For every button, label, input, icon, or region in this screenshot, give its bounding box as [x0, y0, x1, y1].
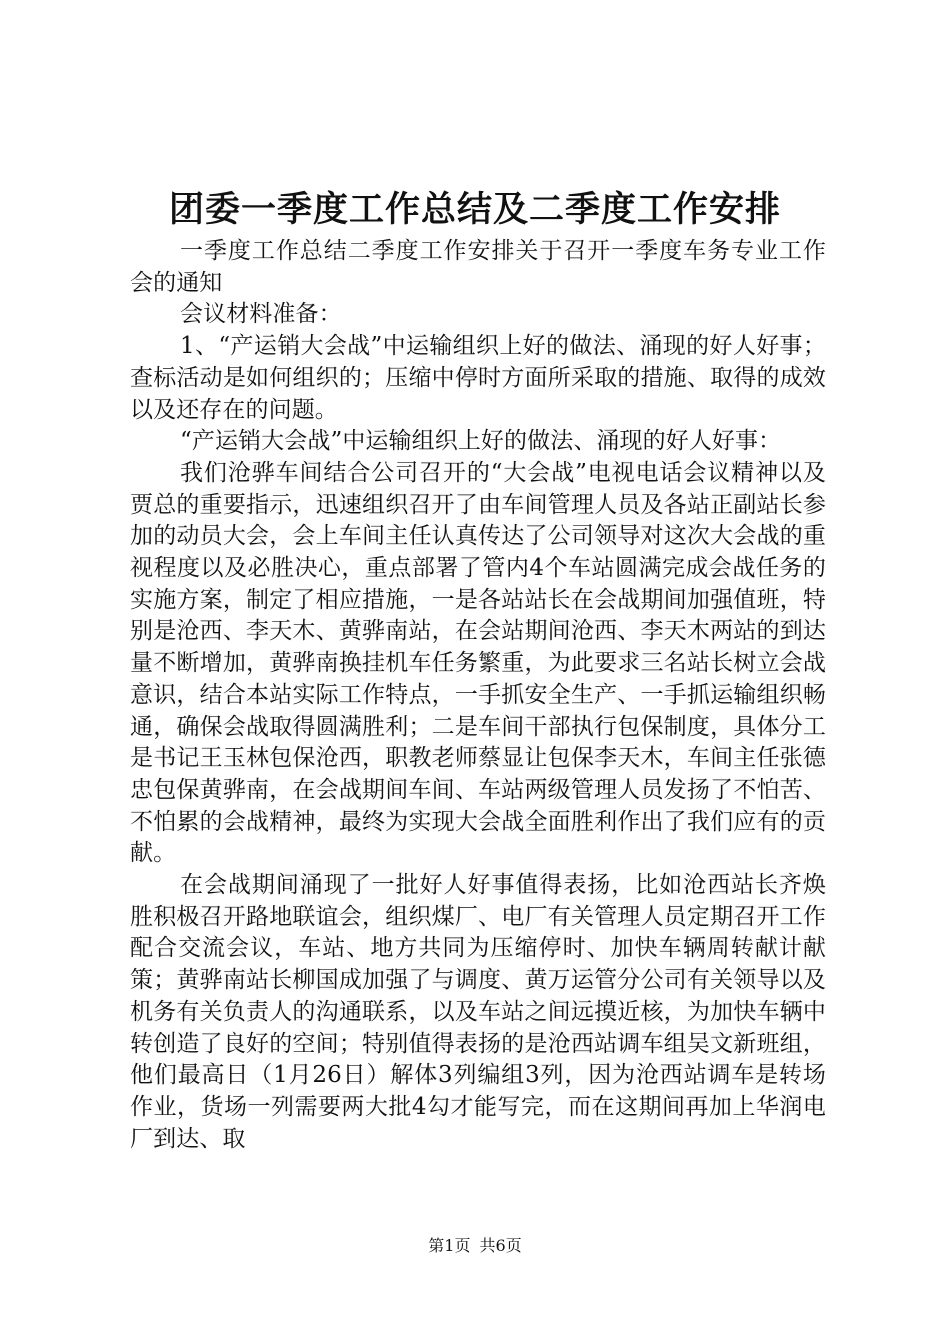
page-number: 第1页 — [428, 1236, 471, 1255]
paragraph: 我们沧骅车间结合公司召开的“大会战”电视电话会议精神以及贾总的重要指示，迅速组织召开了由车间管理人员及各站正副站长参加的动员大会，会上车间主任认真传达了公司领导对这次大会战的重视程度以及必胜决心，重点部署了管内4个车站圆满完成会战任务的实施方案，制定了相应措施，一是各站站长在会战期间加强值班，特别是沧西、李天木、黄骅南站，在会站期间沧西、李天木两站的到达量不断增加，黄骅南换挂机车任务繁重，为此要求三名站长树立会战意识，结合本站实际工作特点，一手抓安全生产、一手抓运输组织畅通，确保会战取得圆满胜利；二是车间干部执行包保制度，具体分工是书记王玉林包保沧西，职教老师蔡显让包保李天木，车间主任张德忠包保黄骅南，在会战期间车间、车站两级管理人员发扬了不怕苦、不怕累的会战精神，最终为实现大会战全面胜利作出了我们应有的贡献。 — [130, 459, 826, 867]
document-title: 团委一季度工作总结及二季度工作安排 — [168, 189, 781, 230]
document-body — [130, 236, 826, 1155]
page-total: 共6页 — [479, 1236, 522, 1255]
page-footer — [0, 1233, 950, 1256]
paragraph: 会议材料准备： — [180, 301, 342, 328]
paragraph: 一季度工作总结二季度工作安排关于召开一季度车务专业工作会的通知 — [130, 238, 826, 296]
paragraph: 在会战期间涌现了一批好人好事值得表扬，比如沧西站长齐焕胜积极召开路地联谊会，组织煤厂、电厂有关管理人员定期召开工作配合交流会议，车站、地方共同为压缩停时、加快车辆周转献计献策；黄骅南站长柳国成加强了与调度、黄万运管分公司有关领导以及机务有关负责人的沟通联系，以及车站之间远摸近核，为加快车辆中转创造了良好的空间；特别值得表扬的是沧西站调车组吴文新班组，他们最高日（1月26日）解体3列编组3列，因为沧西站调车是转场作业，货场一列需要两大批4勾才能写完，而在这期间再加上华润电厂到达、取 — [130, 872, 826, 1152]
paragraph: “产运销大会战”中运输组织上好的做法、涌现的好人好事： — [180, 428, 782, 455]
paragraph: 1、“产运销大会战”中运输组织上好的做法、涌现的好人好事；查标活动是如何组织的；压缩中停时方面所采取的措施、取得的成效以及还存在的问题。 — [130, 333, 826, 423]
